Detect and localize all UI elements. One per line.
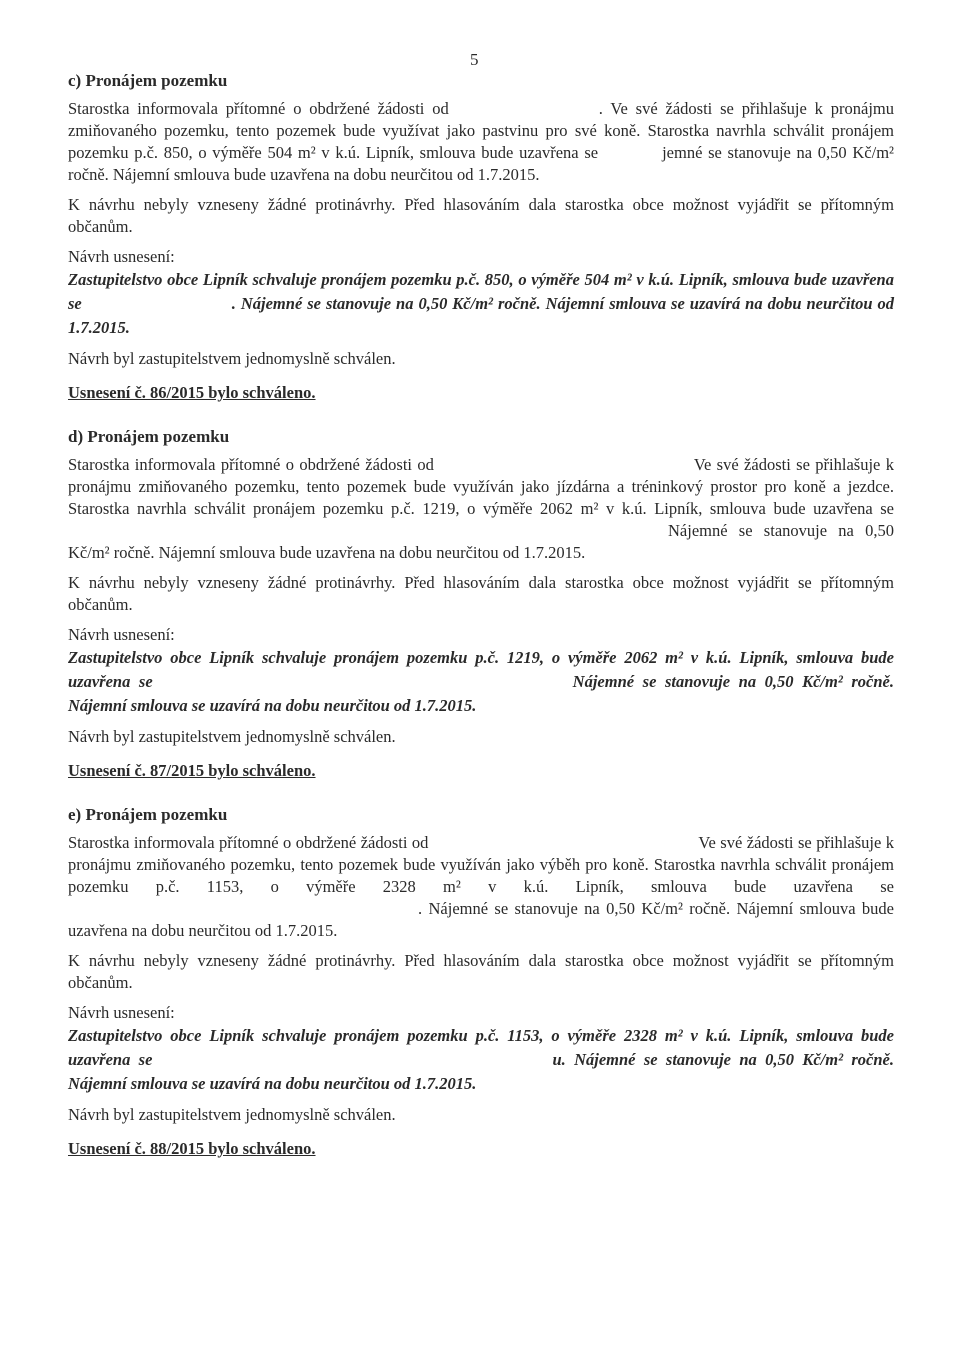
resolution-text-2: u. Nájemné se stanovuje na 0,50 Kč/m² ročně. Nájemní smlouva se uzavírá na dobu neurčitou od 1.7.2015.	[68, 1050, 894, 1093]
resolution-number: Usnesení č. 87/2015 bylo schváleno.	[68, 761, 316, 780]
resolution-text-2: Nájemné se stanovuje na 0,50 Kč/m² ročně. Nájemní smlouva se uzavírá na dobu neurčitou od 1.7.2015.	[68, 672, 894, 715]
resolution-text	[68, 1024, 894, 1096]
request-text-2: Ve své žádosti se přihlašuje k pronájmu zmiňovaného pozemku, tento pozemek bude využíván jako výběh pro koně. Starostka navrhla schválit pronájem pozemku p.č. 1153, o výměře 2328 m² v k.ú. Lipník, smlouva bude uzavřena se	[68, 833, 894, 896]
vote-result: Návrh byl zastupitelstvem jednomyslně schválen.	[68, 1105, 396, 1124]
objections-paragraph: K návrhu nebyly vzneseny žádné protinávrhy. Před hlasováním dala starostka obce možnost vyjádřit se přítomným občanům.	[68, 573, 894, 614]
vote-result: Návrh byl zastupitelstvem jednomyslně schválen.	[68, 727, 396, 746]
proposal-label: Návrh usnesení:	[68, 247, 175, 266]
request-text-3: jemné se stanovuje na 0,50 Kč/m² ročně. Nájemní smlouva bude uzavřena na dobu neurčitou od 1.7.2015.	[68, 143, 894, 184]
request-paragraph	[68, 98, 894, 186]
request-paragraph	[68, 454, 894, 564]
resolution-number: Usnesení č. 88/2015 bylo schváleno.	[68, 1139, 316, 1158]
resolution-text	[68, 268, 894, 340]
objections-paragraph: K návrhu nebyly vzneseny žádné protinávrhy. Před hlasováním dala starostka obce možnost vyjádřit se přítomným občanům.	[68, 951, 894, 992]
resolution-text-1: Zastupitelstvo obce Lipník schvaluje pronájem pozemku p.č. 850, o výměře 504 m² v k.ú. Lipník, smlouva bude uzavřena se	[68, 270, 894, 313]
request-text-1: Starostka informovala přítomné o obdržené žádosti od	[68, 833, 429, 852]
page-number: 5	[470, 50, 479, 69]
request-text-2: Ve své žádosti se přihlašuje k pronájmu zmiňovaného pozemku, tento pozemek bude využíván jako jízdárna a tréninkový prostor pro koně a jezdce. Starostka navrhla schválit pronájem pozemku p.č. 1219, o výměře 2062 m² v k.ú. Lipník, smlouva bude uzavřena se	[68, 455, 894, 518]
request-text-2: . Ve své žádosti se přihlašuje k pronájmu zmiňovaného pozemku, tento pozemek bude využívat jako pastvinu pro své koně. Starostka navrhla schválit pronájem pozemku p.č. 850, o výměře 504 m² v k.ú. Lipník, smlouva bude uzavřena se	[68, 99, 894, 162]
resolution-text-1: Zastupitelstvo obce Lipník schvaluje pronájem pozemku p.č. 1153, o výměře 2328 m² v k.ú. Lipník, smlouva bude uzavřena se	[68, 1026, 894, 1069]
request-text-3: Nájemné se stanovuje na 0,50 Kč/m² ročně. Nájemní smlouva bude uzavřena na dobu neurčitou od 1.7.2015.	[68, 521, 894, 562]
section-e	[68, 804, 894, 1160]
proposal-label: Návrh usnesení:	[68, 1003, 175, 1022]
request-paragraph	[68, 832, 894, 942]
vote-result: Návrh byl zastupitelstvem jednomyslně schválen.	[68, 349, 396, 368]
section-d	[68, 426, 894, 782]
document-body	[68, 70, 894, 1182]
objections-paragraph: K návrhu nebyly vzneseny žádné protinávrhy. Před hlasováním dala starostka obce možnost vyjádřit se přítomným občanům.	[68, 195, 894, 236]
request-text-3: . Nájemné se stanovuje na 0,50 Kč/m² ročně. Nájemní smlouva bude uzavřena na dobu neurčitou od 1.7.2015.	[68, 899, 894, 940]
resolution-text-1: Zastupitelstvo obce Lipník schvaluje pronájem pozemku p.č. 1219, o výměře 2062 m² v k.ú. Lipník, smlouva bude uzavřena se	[68, 648, 894, 691]
resolution-number: Usnesení č. 86/2015 bylo schváleno.	[68, 383, 316, 402]
proposal-label: Návrh usnesení:	[68, 625, 175, 644]
section-heading: d) Pronájem pozemku	[68, 427, 230, 446]
section-heading: e) Pronájem pozemku	[68, 805, 228, 824]
resolution-text	[68, 646, 894, 718]
request-text-1: Starostka informovala přítomné o obdržené žádosti od	[68, 99, 449, 118]
request-text-1: Starostka informovala přítomné o obdržené žádosti od	[68, 455, 434, 474]
resolution-text-2: . Nájemné se stanovuje na 0,50 Kč/m² ročně. Nájemní smlouva se uzavírá na dobu neurčitou od 1.7.2015.	[68, 294, 894, 337]
section-c	[68, 70, 894, 404]
section-heading: c) Pronájem pozemku	[68, 71, 228, 90]
